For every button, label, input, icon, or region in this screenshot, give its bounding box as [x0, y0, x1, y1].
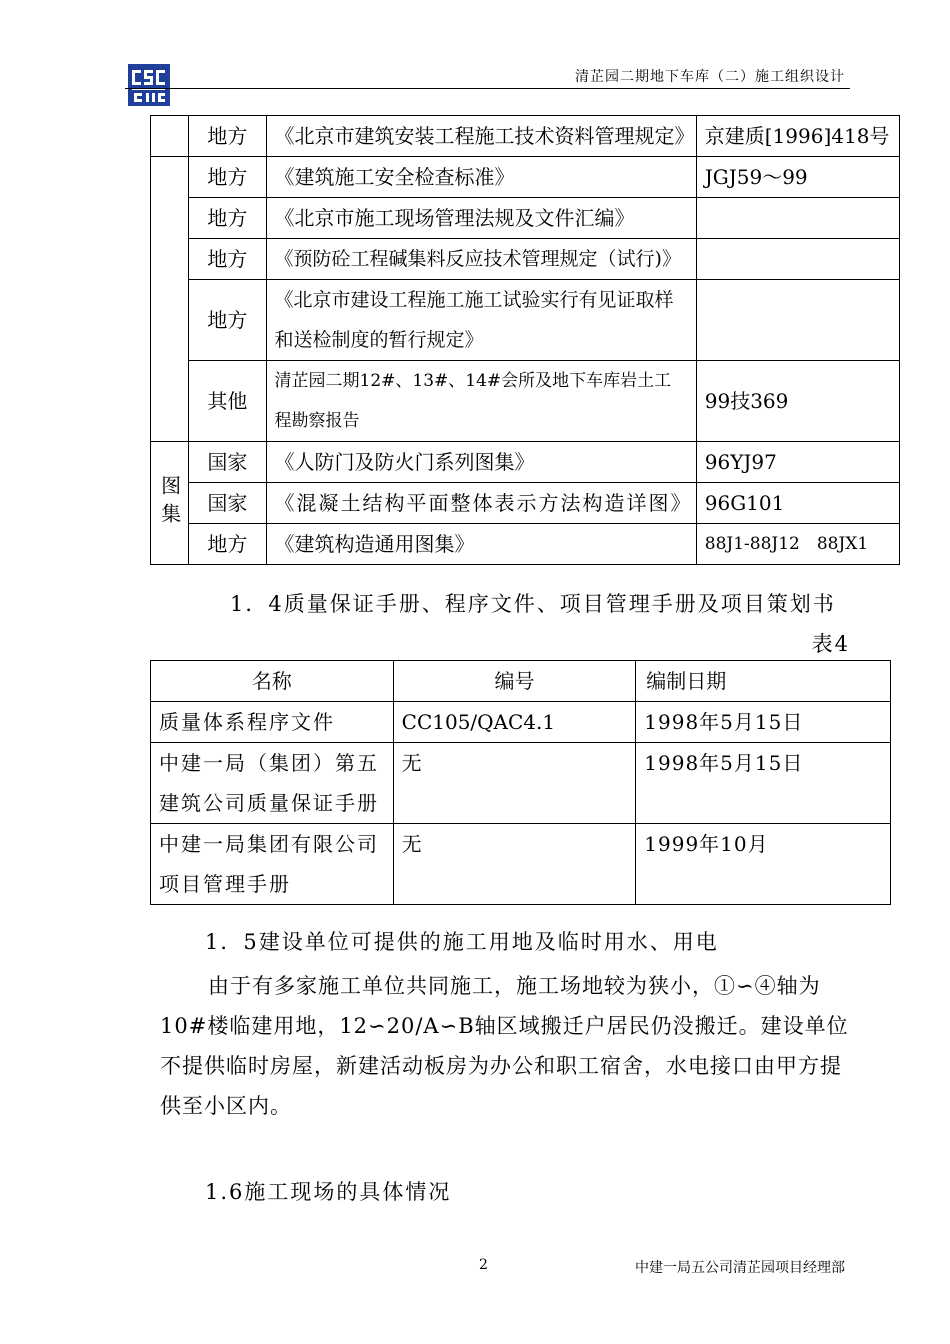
section-body: 由于有多家施工单位共同施工，施工场地较为狭小，①∽④轴为10#楼临建用地，12∽20/A∽B轴区域搬迁户居民仍没搬迁。建设单位不提供临时房屋，新建活动板房为办公和职工宿舍，水电接口由甲方提供至小区内。: [160, 974, 849, 1118]
column-header: 编号: [393, 661, 636, 702]
category-cell: [151, 116, 189, 157]
category-cell-atlas: 图集: [151, 442, 189, 565]
table-row: [151, 361, 900, 442]
level-cell: 地方: [189, 198, 266, 239]
name-cell: 中建一局（集团）第五建筑公司质量保证手册: [151, 743, 394, 824]
code-cell: 88J1-88J12 88JX1: [696, 524, 899, 565]
date-cell: 1998年5月15日: [636, 743, 891, 824]
code-cell: 99技369: [696, 361, 899, 442]
company-logo: [128, 64, 170, 106]
table-row: [151, 524, 900, 565]
page-number: 2: [479, 1257, 488, 1273]
level-cell: 地方: [189, 239, 266, 280]
code-cell: 96YJ97: [696, 442, 899, 483]
name-cell: 《北京市建筑安装工程施工技术资料管理规定》: [266, 116, 696, 157]
code-cell: [696, 280, 899, 361]
header-rule: [125, 88, 850, 89]
section-heading: 1.6施工现场的具体情况: [205, 1180, 452, 1204]
code-cell: 96G101: [696, 483, 899, 524]
table-row: [151, 824, 891, 905]
code-cell: 无: [393, 824, 636, 905]
name-cell: 《北京市施工现场管理法规及文件汇编》: [266, 198, 696, 239]
name-cell: 《建筑施工安全检查标准》: [266, 157, 696, 198]
code-cell: 京建质[1996]418号: [696, 116, 899, 157]
table-row: [151, 116, 900, 157]
name-cell: 《预防砼工程碱集料反应技术管理规定（试行)》: [266, 239, 696, 280]
category-cell: [151, 157, 189, 442]
table-row: [151, 198, 900, 239]
code-cell: 无: [393, 743, 636, 824]
level-cell: 国家: [189, 483, 266, 524]
date-cell: 1998年5月15日: [636, 702, 891, 743]
name-cell: 《混凝土结构平面整体表示方法构造详图》: [266, 483, 696, 524]
code-cell: [696, 198, 899, 239]
table-row: [151, 157, 900, 198]
column-header: 名称: [151, 661, 394, 702]
code-cell: JGJ59～99: [696, 157, 899, 198]
level-cell: 地方: [189, 280, 266, 361]
table-row: [151, 483, 900, 524]
table-row: [151, 442, 900, 483]
document-title: 清芷园二期地下车库（二）施工组织设计: [575, 69, 845, 85]
table-row: [151, 743, 891, 824]
table-row: [151, 280, 900, 361]
code-cell: [696, 239, 899, 280]
table-row: [151, 239, 900, 280]
level-cell: 其他: [189, 361, 266, 442]
column-header: 编制日期: [636, 661, 891, 702]
name-cell: 《建筑构造通用图集》: [266, 524, 696, 565]
level-cell: 地方: [189, 524, 266, 565]
level-cell: 地方: [189, 116, 266, 157]
name-cell: 《人防门及防火门系列图集》: [266, 442, 696, 483]
name-cell: 清芷园二期12#、13#、14#会所及地下车库岩土工程勘察报告: [266, 361, 696, 442]
section-heading: 1．4质量保证手册、程序文件、项目管理手册及项目策划书: [230, 592, 836, 616]
name-cell: 中建一局集团有限公司项目管理手册: [151, 824, 394, 905]
quality-documents-table: [150, 660, 891, 905]
table-header-row: [151, 661, 891, 702]
standards-table: [150, 115, 900, 565]
table-label: 表4: [811, 632, 850, 656]
name-cell: 质量体系程序文件: [151, 702, 394, 743]
name-cell: 《北京市建设工程施工施工试验实行有见证取样和送检制度的暂行规定》: [266, 280, 696, 361]
date-cell: 1999年10月: [636, 824, 891, 905]
code-cell: CC105/QAC4.1: [393, 702, 636, 743]
level-cell: 地方: [189, 157, 266, 198]
level-cell: 国家: [189, 442, 266, 483]
footer-organization: 中建一局五公司清芷园项目经理部: [635, 1260, 845, 1276]
section-heading: 1．5建设单位可提供的施工用地及临时用水、用电: [205, 930, 719, 954]
table-row: [151, 702, 891, 743]
